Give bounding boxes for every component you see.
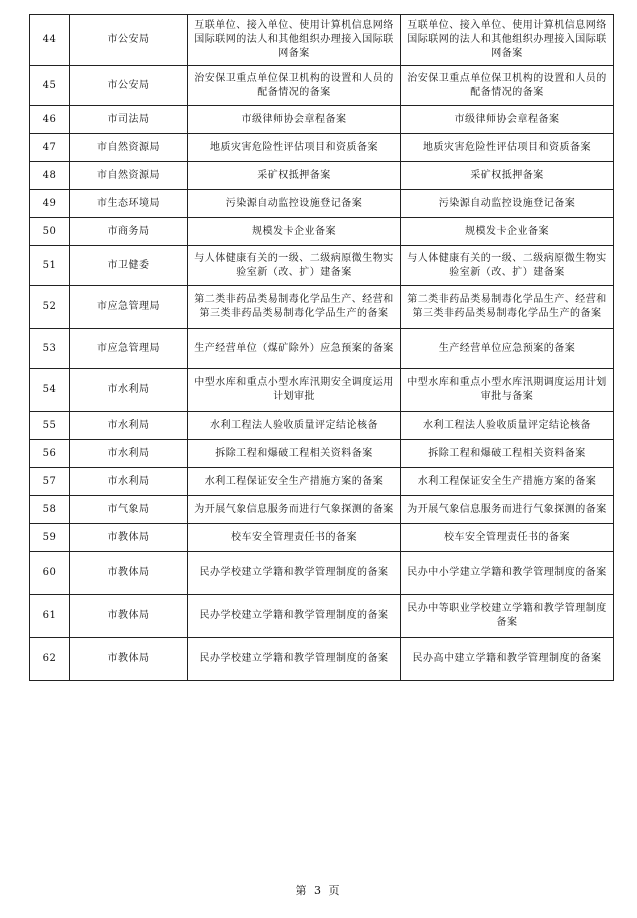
- table-row: [30, 524, 614, 552]
- item-name-cell: 民办学校建立学籍和教学管理制度的备案: [188, 638, 401, 681]
- department-cell: 市教体局: [70, 524, 188, 552]
- item-name-adjusted-cell: 规模发卡企业备案: [401, 218, 614, 246]
- item-name-adjusted-cell: 中型水库和重点小型水库汛期调度运用计划审批与备案: [401, 369, 614, 412]
- item-name-adjusted-cell: 地质灾害危险性评估项目和资质备案: [401, 134, 614, 162]
- item-name-adjusted-cell: 治安保卫重点单位保卫机构的设置和人员的配备情况的备案: [401, 66, 614, 106]
- row-number-cell: 59: [30, 524, 70, 552]
- item-name-adjusted-cell: 互联单位、接入单位、使用计算机信息网络国际联网的法人和其他组织办理接入国际联网备案: [401, 15, 614, 66]
- item-name-adjusted-cell: 第二类非药品类易制毒化学品生产、经营和第三类非药品类易制毒化学品生产的备案: [401, 286, 614, 329]
- department-cell: 市卫健委: [70, 246, 188, 286]
- department-cell: 市教体局: [70, 552, 188, 595]
- row-number-cell: 53: [30, 329, 70, 369]
- page-number: 第 3 页: [295, 884, 342, 897]
- item-name-cell: 市级律师协会章程备案: [188, 106, 401, 134]
- table-row: [30, 286, 614, 329]
- row-number-cell: 48: [30, 162, 70, 190]
- row-number-cell: 52: [30, 286, 70, 329]
- item-name-adjusted-cell: 与人体健康有关的一级、二级病原微生物实验室新（改、扩）建备案: [401, 246, 614, 286]
- department-cell: 市水利局: [70, 412, 188, 440]
- row-number-cell: 50: [30, 218, 70, 246]
- table-row: [30, 496, 614, 524]
- row-number-cell: 58: [30, 496, 70, 524]
- item-name-cell: 民办学校建立学籍和教学管理制度的备案: [188, 595, 401, 638]
- table-row: [30, 190, 614, 218]
- item-name-cell: 采矿权抵押备案: [188, 162, 401, 190]
- item-name-adjusted-cell: 民办中等职业学校建立学籍和教学管理制度备案: [401, 595, 614, 638]
- table-row: [30, 106, 614, 134]
- row-number-cell: 49: [30, 190, 70, 218]
- row-number-cell: 46: [30, 106, 70, 134]
- table-row: [30, 246, 614, 286]
- item-name-adjusted-cell: 民办中小学建立学籍和教学管理制度的备案: [401, 552, 614, 595]
- item-name-adjusted-cell: 拆除工程和爆破工程相关资料备案: [401, 440, 614, 468]
- item-name-adjusted-cell: 校车安全管理责任书的备案: [401, 524, 614, 552]
- item-name-adjusted-cell: 污染源自动监控设施登记备案: [401, 190, 614, 218]
- item-name-cell: 第二类非药品类易制毒化学品生产、经营和第三类非药品类易制毒化学品生产的备案: [188, 286, 401, 329]
- table-row: [30, 638, 614, 681]
- table-row: [30, 552, 614, 595]
- item-name-cell: 污染源自动监控设施登记备案: [188, 190, 401, 218]
- department-cell: 市水利局: [70, 468, 188, 496]
- row-number-cell: 61: [30, 595, 70, 638]
- item-name-cell: 水利工程法人验收质量评定结论核备: [188, 412, 401, 440]
- department-cell: 市教体局: [70, 595, 188, 638]
- item-name-cell: 水利工程保证安全生产措施方案的备案: [188, 468, 401, 496]
- department-cell: 市生态环境局: [70, 190, 188, 218]
- item-name-cell: 中型水库和重点小型水库汛期安全调度运用计划审批: [188, 369, 401, 412]
- item-name-cell: 校车安全管理责任书的备案: [188, 524, 401, 552]
- department-cell: 市司法局: [70, 106, 188, 134]
- item-name-adjusted-cell: 水利工程保证安全生产措施方案的备案: [401, 468, 614, 496]
- row-number-cell: 60: [30, 552, 70, 595]
- department-cell: 市水利局: [70, 440, 188, 468]
- row-number-cell: 51: [30, 246, 70, 286]
- row-number-cell: 56: [30, 440, 70, 468]
- item-name-adjusted-cell: 采矿权抵押备案: [401, 162, 614, 190]
- item-name-cell: 与人体健康有关的一级、二级病原微生物实验室新（改、扩）建备案: [188, 246, 401, 286]
- row-number-cell: 47: [30, 134, 70, 162]
- department-cell: 市教体局: [70, 638, 188, 681]
- table-row: [30, 440, 614, 468]
- department-cell: 市应急管理局: [70, 329, 188, 369]
- item-name-cell: 民办学校建立学籍和教学管理制度的备案: [188, 552, 401, 595]
- item-name-adjusted-cell: 生产经营单位应急预案的备案: [401, 329, 614, 369]
- department-cell: 市自然资源局: [70, 162, 188, 190]
- table-row: [30, 412, 614, 440]
- table-row: [30, 66, 614, 106]
- table-body: [30, 15, 614, 681]
- item-name-cell: 地质灾害危险性评估项目和资质备案: [188, 134, 401, 162]
- department-cell: 市应急管理局: [70, 286, 188, 329]
- department-cell: 市水利局: [70, 369, 188, 412]
- table-row: [30, 329, 614, 369]
- table-row: [30, 369, 614, 412]
- table-row: [30, 15, 614, 66]
- item-name-adjusted-cell: 水利工程法人验收质量评定结论核备: [401, 412, 614, 440]
- department-cell: 市商务局: [70, 218, 188, 246]
- table-row: [30, 218, 614, 246]
- item-name-cell: 为开展气象信息服务而进行气象探测的备案: [188, 496, 401, 524]
- table-row: [30, 162, 614, 190]
- item-name-cell: 治安保卫重点单位保卫机构的设置和人员的配备情况的备案: [188, 66, 401, 106]
- item-name-cell: 规模发卡企业备案: [188, 218, 401, 246]
- department-cell: 市公安局: [70, 66, 188, 106]
- table-row: [30, 134, 614, 162]
- item-name-cell: 生产经营单位（煤矿除外）应急预案的备案: [188, 329, 401, 369]
- row-number-cell: 45: [30, 66, 70, 106]
- table-row: [30, 468, 614, 496]
- item-name-adjusted-cell: 民办高中建立学籍和教学管理制度的备案: [401, 638, 614, 681]
- item-name-cell: 拆除工程和爆破工程相关资料备案: [188, 440, 401, 468]
- record-table: [29, 14, 614, 681]
- item-name-cell: 互联单位、接入单位、使用计算机信息网络国际联网的法人和其他组织办理接入国际联网备案: [188, 15, 401, 66]
- row-number-cell: 54: [30, 369, 70, 412]
- item-name-adjusted-cell: 市级律师协会章程备案: [401, 106, 614, 134]
- item-name-adjusted-cell: 为开展气象信息服务而进行气象探测的备案: [401, 496, 614, 524]
- department-cell: 市气象局: [70, 496, 188, 524]
- department-cell: 市自然资源局: [70, 134, 188, 162]
- department-cell: 市公安局: [70, 15, 188, 66]
- row-number-cell: 44: [30, 15, 70, 66]
- row-number-cell: 57: [30, 468, 70, 496]
- row-number-cell: 55: [30, 412, 70, 440]
- table-row: [30, 595, 614, 638]
- row-number-cell: 62: [30, 638, 70, 681]
